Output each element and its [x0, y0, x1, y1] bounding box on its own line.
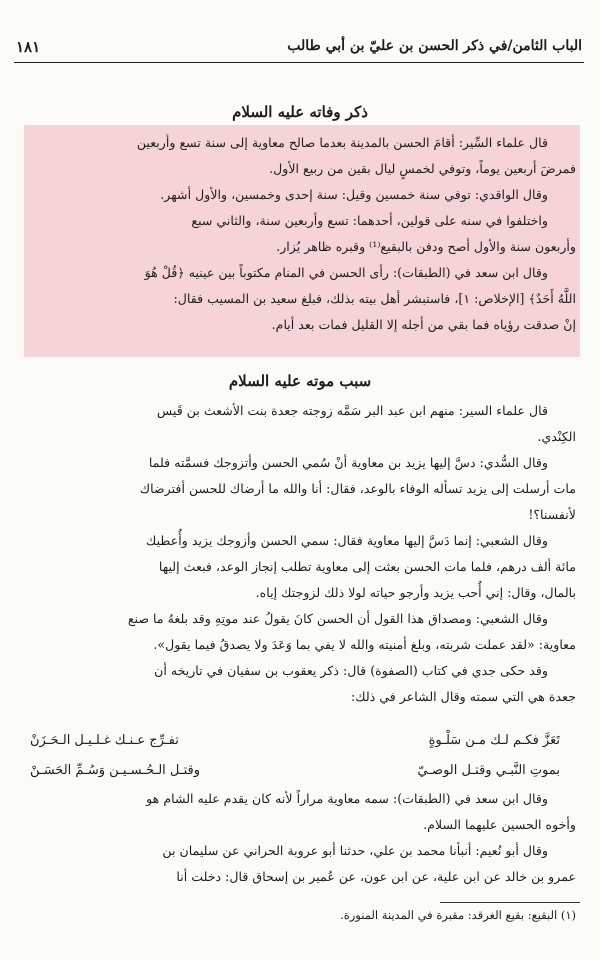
- section-body-cause: [26, 398, 576, 710]
- text-line: وقال الشعبي: إنما دَسَّ إليها معاوية فقال: سمي الحسن وأزوجك يزيد وأُعطيك: [146, 533, 548, 548]
- text-line: لأنفسنا؟!: [528, 507, 576, 522]
- text-line: عمرو بن خالد عن ابن علية، عن ابن عون، عن عُمير بن إسحاق قال: دخلت أنا: [176, 869, 576, 884]
- section-body-death: [26, 130, 576, 338]
- text-line: وقد حكى جدي في كتاب (الصفوة) قال: ذكر يعقوب بن سفيان في تاريخه أن: [154, 663, 548, 678]
- text-line: وقال الشعبي: ومصداق هذا القول أن الحسن كانَ يقولُ عند موتِهِ وقد بلغهُ ما صنع: [127, 611, 548, 626]
- text-line: جعدة هي التي سمته وقال الشاعر في ذلك:: [350, 689, 576, 704]
- verse-first-hemistich: بموتِ النَّبـي وقتـل الوصـيّ: [417, 763, 560, 778]
- text-line: الكِنْدي.: [537, 429, 576, 444]
- text-line: واختلفوا في سنه على قولين، أحدهما: تسع وأربعين سنة، والثاني سبع: [191, 213, 548, 228]
- text-line: وقال ابن سعد في (الطبقات): رأى الحسن في المنام مكتوباً بين عينيه ﴿قُلْ هُوَ: [144, 265, 548, 280]
- page-number: ١٨١: [16, 38, 41, 56]
- text-line: مائة ألف درهم، فلما مات الحسن بعثت إلى معاوية تطلب إنجاز الوعد، فبعث إليها: [158, 559, 576, 574]
- poem-verse: [30, 726, 560, 756]
- verse-first-hemistich: تَعَزَّ فكـم لـك مـن سَلْـوةٍ: [428, 733, 560, 748]
- text-line: بالمال، وقال: إني أُحب يزيد وأرجو حياته لولا ذلك لزوجتك إياه.: [255, 585, 576, 600]
- poem-verse: [30, 756, 560, 786]
- text-line: مات أرسلت إلى يزيد تسأله الوفاء بالوعد، فقال: أنا والله ما أرضاك للحسن أفترضاك: [139, 481, 576, 496]
- text-line: معاوية: «لقد عملت شربته، وبلغ أمنيته والله لا يفي بما وَعَدَ ولا يصدقُ فيما يقول».: [153, 637, 576, 652]
- text-line: وقال السُّدي: دسَّ إليها يزيد بن معاوية أنْ سُمي الحسن وأتزوجك فسمَّته فلما: [148, 455, 548, 470]
- section-title-cause: سبب موته عليه السلام: [228, 372, 372, 390]
- text-line: وقال أبو نُعيم: أنبأنا محمد بن علي، حدثنا أبو عروبة الحراني عن سليمان بن: [162, 843, 548, 858]
- text-line: وأخوه الحسين عليهما السلام.: [423, 817, 576, 832]
- text-line: وأربعون سنة والأول أصح ودفن بالبقيع⁽¹⁾ وقبره ظاهر يُزار.: [276, 239, 576, 254]
- footnote-separator: [440, 902, 580, 903]
- text-line: اللَّهُ أَحَدٌ﴾ [الإخلاص: ١]، فاستبشر أهل بيته بذلك، فبلغ سعيد بن المسيب فقال:: [173, 291, 576, 306]
- text-line: فمرضَ أربعين يوماً، وتوفي لخمسٍ ليال بقين من ربيع الأول.: [269, 161, 576, 176]
- text-line: وقال الواقدي: توفي سنة خمسين وقيل: سنة إحدى وخمسين، والأول أشهر.: [160, 187, 548, 202]
- poem: [30, 726, 560, 786]
- text-line: وقال ابن سعد في (الطبقات): سمه معاوية مراراً لأنه كان يقدم عليه الشام هو: [146, 791, 548, 806]
- running-header: [14, 38, 584, 63]
- text-line: قال علماء السِّير: أقامَ الحسن بالمدينة بعدما صالح معاوية إلى سنة تسع وأربعين: [136, 135, 548, 150]
- section-body-continuation: [26, 786, 576, 890]
- footnote: (١) البقيع: بقيع الغرقد: مقبرة في المدينة المنورة.: [340, 908, 576, 922]
- text-line: إنْ صدقت رؤياه فما بقي من أجله إلا القليل فمات بعد أيام.: [271, 317, 576, 332]
- chapter-title: الباب الثامن/في ذكر الحسن بن عليّ بن أبي طالب: [287, 38, 582, 54]
- text-line: قال علماء السير: منهم ابن عبد البر سَمَّه زوجته جعدة بنت الأشعث بن قَيس: [156, 403, 548, 418]
- verse-second-hemistich: تفـرِّج عـنـك غـلـيـل الـحَـزَنْ: [30, 733, 179, 748]
- verse-second-hemistich: وقتـل الـحُـسـيـن وَسُـمِّ الحَسَـنْ: [30, 763, 200, 778]
- section-title-death: ذكر وفاته عليه السلام: [232, 103, 368, 121]
